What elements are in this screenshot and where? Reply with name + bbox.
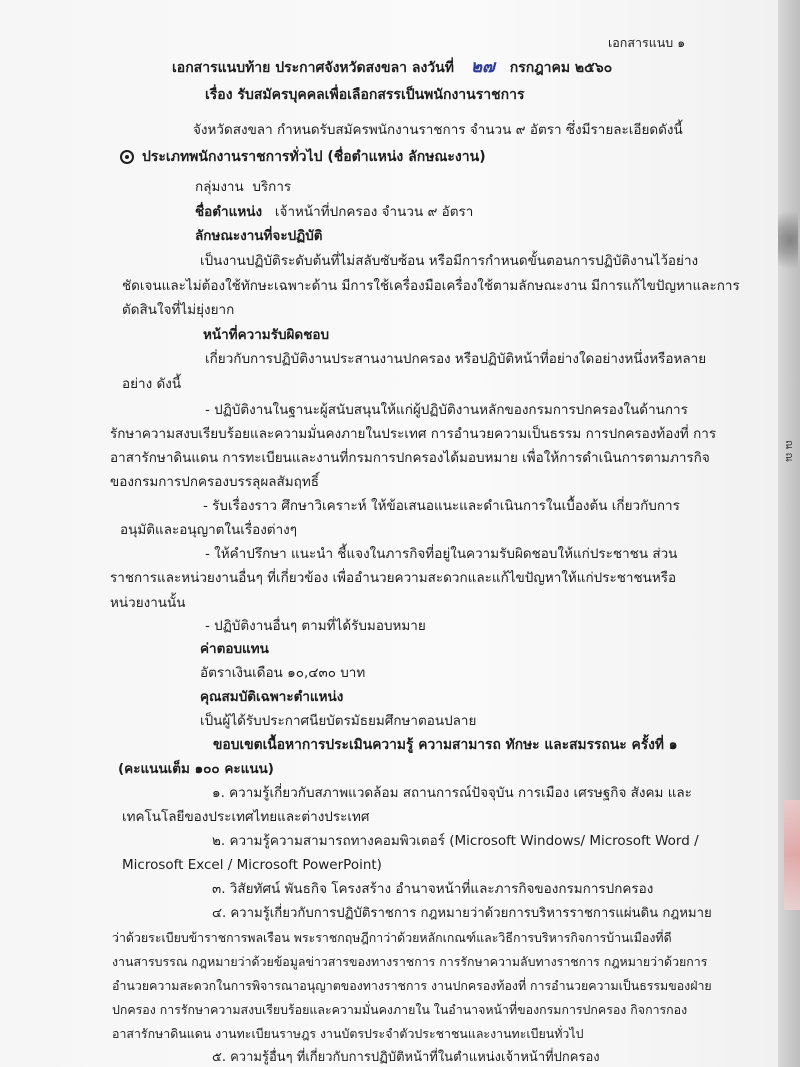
emblem-fragment bbox=[778, 200, 798, 280]
scope-item: อำนวยความสะดวกในการพิจารณาอนุญาตของทางราชการ งานปกครองท้องที่ การอำนวยความเป็นธรรมของฝ่าย bbox=[112, 978, 712, 993]
scope-item: ๔. ความรู้เกี่ยวกับการปฏิบัติราชการ กฎหมายว่าด้วยการบริหารราชการแผ่นดิน กฎหมาย bbox=[212, 906, 712, 921]
scope-item: ว่าด้วยระเบียบข้าราชการพลเรือน พระราชกฤษฎีกาว่าด้วยหลักเกณฑ์และวิธีการบริหารกิจการบ้านเมืองที่ดี bbox=[112, 930, 672, 945]
qualification-heading: คุณสมบัติเฉพาะตำแหน่ง bbox=[200, 689, 344, 705]
duty-line: อาสารักษาดินแดน การทะเบียนและงานที่กรมการปกครองได้มอบหมาย เพื่อให้การดำเนินการตามภารกิจ bbox=[110, 450, 710, 466]
intro-text: จังหวัดสงขลา กำหนดรับสมัครพนักงานราชการ จำนวน ๙ อัตรา ซึ่งมีรายละเอียดดังนี้ bbox=[193, 122, 683, 138]
duty-line: ราชการและหน่วยงานอื่นๆ ที่เกี่ยวข้อง เพื่ออำนวยความสะดวกและแก้ไขปัญหาให้แก่ประชาชนหรือ bbox=[110, 570, 677, 586]
duty-line: ของกรมการปกครองบรรลุผลสัมฤทธิ์ bbox=[110, 474, 319, 490]
scope-item: อาสารักษาดินแดน งานทะเบียนราษฎร งานบัตรประจำตัวประชาชนและงานทะเบียนทั่วไป bbox=[112, 1026, 584, 1041]
duty-line: - ปฏิบัติงานอื่นๆ ตามที่ได้รับมอบหมาย bbox=[205, 618, 426, 634]
duty-heading: หน้าที่ความรับผิดชอบ bbox=[203, 327, 330, 343]
nature-heading: ลักษณะงานที่จะปฏิบัติ bbox=[195, 228, 323, 244]
red-mark-fragment bbox=[784, 800, 800, 910]
duty-line: - รับเรื่องราว ศึกษาวิเคราะห์ ให้ข้อเสนอแนะและดำเนินการในเบื้องต้น เกี่ยวกับการ bbox=[203, 498, 680, 514]
group-value: บริการ bbox=[252, 179, 292, 195]
duty-line: รักษาความสงบเรียบร้อยและความมั่นคงภายในประเทศ การอำนวยความเป็นธรรม การปกครองท้องที่ การ bbox=[110, 426, 717, 442]
scope-item: ๓. วิสัยทัศน์ พันธกิจ โครงสร้าง อำนาจหน้าที่และภารกิจของกรมการปกครอง bbox=[212, 881, 654, 897]
duty-intro-line: อย่าง ดังนี้ bbox=[122, 376, 182, 392]
nature-line: ตัดสินใจที่ไม่ยุ่งยาก bbox=[122, 302, 235, 318]
position-value: เจ้าหน้าที่ปกครอง จำนวน ๙ อัตรา bbox=[274, 204, 474, 220]
section-title bbox=[120, 148, 486, 166]
header-line-1 bbox=[172, 58, 612, 77]
header-month-year: กรกฎาคม ๒๕๖๐ bbox=[509, 60, 613, 76]
duty-line: หน่วยงานนั้น bbox=[110, 595, 186, 611]
position-row bbox=[195, 203, 473, 221]
pay-value: อัตราเงินเดือน ๑๐,๔๓๐ บาท bbox=[200, 665, 366, 681]
duty-line: - ให้คำปรึกษา แนะนำ ชี้แจงในภารกิจที่อยู่ในความรับผิดชอบให้แก่ประชาชน ส่วน bbox=[205, 546, 678, 562]
section-title-text: ประเภทพนักงานราชการทั่วไป (ชื่อตำแหน่ง ลักษณะงาน) bbox=[142, 149, 486, 165]
nature-line: เป็นงานปฏิบัติระดับต้นที่ไม่สลับซับซ้อน หรือมีการกำหนดขั้นตอนการปฏิบัติงานไว้อย่าง bbox=[200, 253, 699, 269]
scope-item: Microsoft Excel / Microsoft PowerPoint) bbox=[122, 857, 382, 873]
position-label: ชื่อตำแหน่ง bbox=[195, 204, 263, 220]
scope-item: งานสารบรรณ กฎหมายว่าด้วยข้อมูลข่าวสารของทางราชการ การรักษาความลับทางราชการ กฎหมายว่าด้วยการ bbox=[112, 954, 708, 969]
side-text: ณ ณ bbox=[783, 440, 794, 462]
bullet-target-icon bbox=[120, 150, 134, 164]
header-prefix: เอกสารแนบท้าย ประกาศจังหวัดสงขลา ลงวันที่ bbox=[172, 60, 454, 76]
attachment-label: เอกสารแนบ ๑ bbox=[608, 35, 686, 50]
header-subject: เรื่อง รับสมัครบุคคลเพื่อเลือกสรรเป็นพนักงานราชการ bbox=[205, 87, 525, 103]
scope-item: ปกครอง การรักษาความสงบเรียบร้อยและความมั่นคงภายใน ในอำนาจหน้าที่ของกรมการปกครอง กิจการกอง bbox=[112, 1002, 688, 1017]
scope-item: ๒. ความรู้ความสามารถทางคอมพิวเตอร์ (Microsoft Windows/ Microsoft Word / bbox=[212, 833, 699, 849]
scope-item: ๕. ความรู้อื่นๆ ที่เกี่ยวกับการปฏิบัติหน้าที่ในตำแหน่งเจ้าหน้าที่ปกครอง bbox=[212, 1050, 600, 1065]
duty-line: อนุมัติและอนุญาตในเรื่องต่างๆ bbox=[120, 522, 297, 538]
group-row bbox=[195, 178, 291, 196]
duty-intro-line: เกี่ยวกับการปฏิบัติงานประสานงานปกครอง หรือปฏิบัติหน้าที่อย่างใดอย่างหนึ่งหรือหลาย bbox=[205, 351, 707, 367]
duty-line: - ปฏิบัติงานในฐานะผู้สนับสนุนให้แก่ผู้ปฏิบัติงานหลักของกรมการปกครองในด้านการ bbox=[205, 402, 688, 418]
scope-heading: ขอบเขตเนื้อหาการประเมินความรู้ ความสามารถ ทักษะ และสมรรถนะ ครั้งที่ ๑ bbox=[213, 737, 678, 753]
nature-line: ชัดเจนและไม่ต้องใช้ทักษะเฉพาะด้าน มีการใช้เครื่องมือเครื่องใช้ตามลักษณะงาน มีการแก้ไขปัญหาและการ bbox=[122, 278, 740, 294]
scope-score: (คะแนนเต็ม ๑๐๐ คะแนน) bbox=[118, 761, 274, 777]
pay-heading: ค่าตอบแทน bbox=[200, 641, 269, 657]
scope-item: ๑. ความรู้เกี่ยวกับสภาพแวดล้อม สถานการณ์ปัจจุบัน การเมือง เศรษฐกิจ สังคม และ bbox=[212, 785, 692, 801]
group-label: กลุ่มงาน bbox=[195, 179, 244, 195]
handwritten-day: ๒๗ bbox=[470, 57, 495, 77]
qualification-value: เป็นผู้ได้รับประกาศนียบัตรมัธยมศึกษาตอนปลาย bbox=[200, 713, 477, 729]
scope-item: เทคโนโลยีของประเทศไทยและต่างประเทศ bbox=[122, 809, 370, 825]
